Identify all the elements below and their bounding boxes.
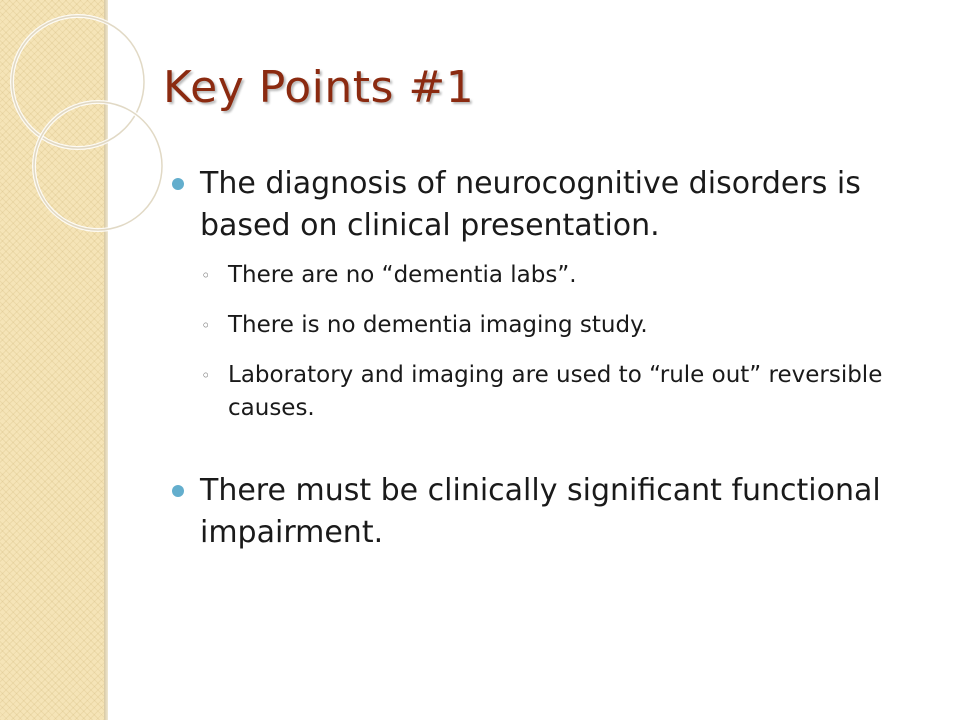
slide-body bbox=[172, 163, 942, 554]
ring-bullet-icon: ◦ bbox=[201, 366, 211, 385]
bullet-dot-icon bbox=[172, 485, 184, 497]
sub-bullet-text: There is no dementia imaging study. bbox=[228, 312, 648, 338]
bullet-item bbox=[172, 163, 942, 247]
slide-title: Key Points #1 bbox=[163, 62, 475, 113]
ring-bullet-icon: ◦ bbox=[201, 266, 211, 285]
sub-bullet-list bbox=[201, 259, 942, 425]
bullet-text: The diagnosis of neurocognitive disorders is based on clinical presentation. bbox=[200, 166, 861, 243]
bullet-dot-icon bbox=[172, 178, 184, 190]
sub-bullet-text: Laboratory and imaging are used to “rule out” reversible causes. bbox=[228, 362, 883, 421]
bullet-item bbox=[172, 470, 942, 554]
decorative-rings bbox=[0, 0, 200, 260]
ring-bullet-icon: ◦ bbox=[201, 316, 211, 335]
sub-bullet-item bbox=[201, 309, 942, 342]
sub-bullet-item bbox=[201, 259, 942, 292]
bullet-text: There must be clinically significant functional impairment. bbox=[200, 473, 881, 550]
sub-bullet-text: There are no “dementia labs”. bbox=[228, 262, 577, 288]
sub-bullet-item bbox=[201, 359, 942, 425]
